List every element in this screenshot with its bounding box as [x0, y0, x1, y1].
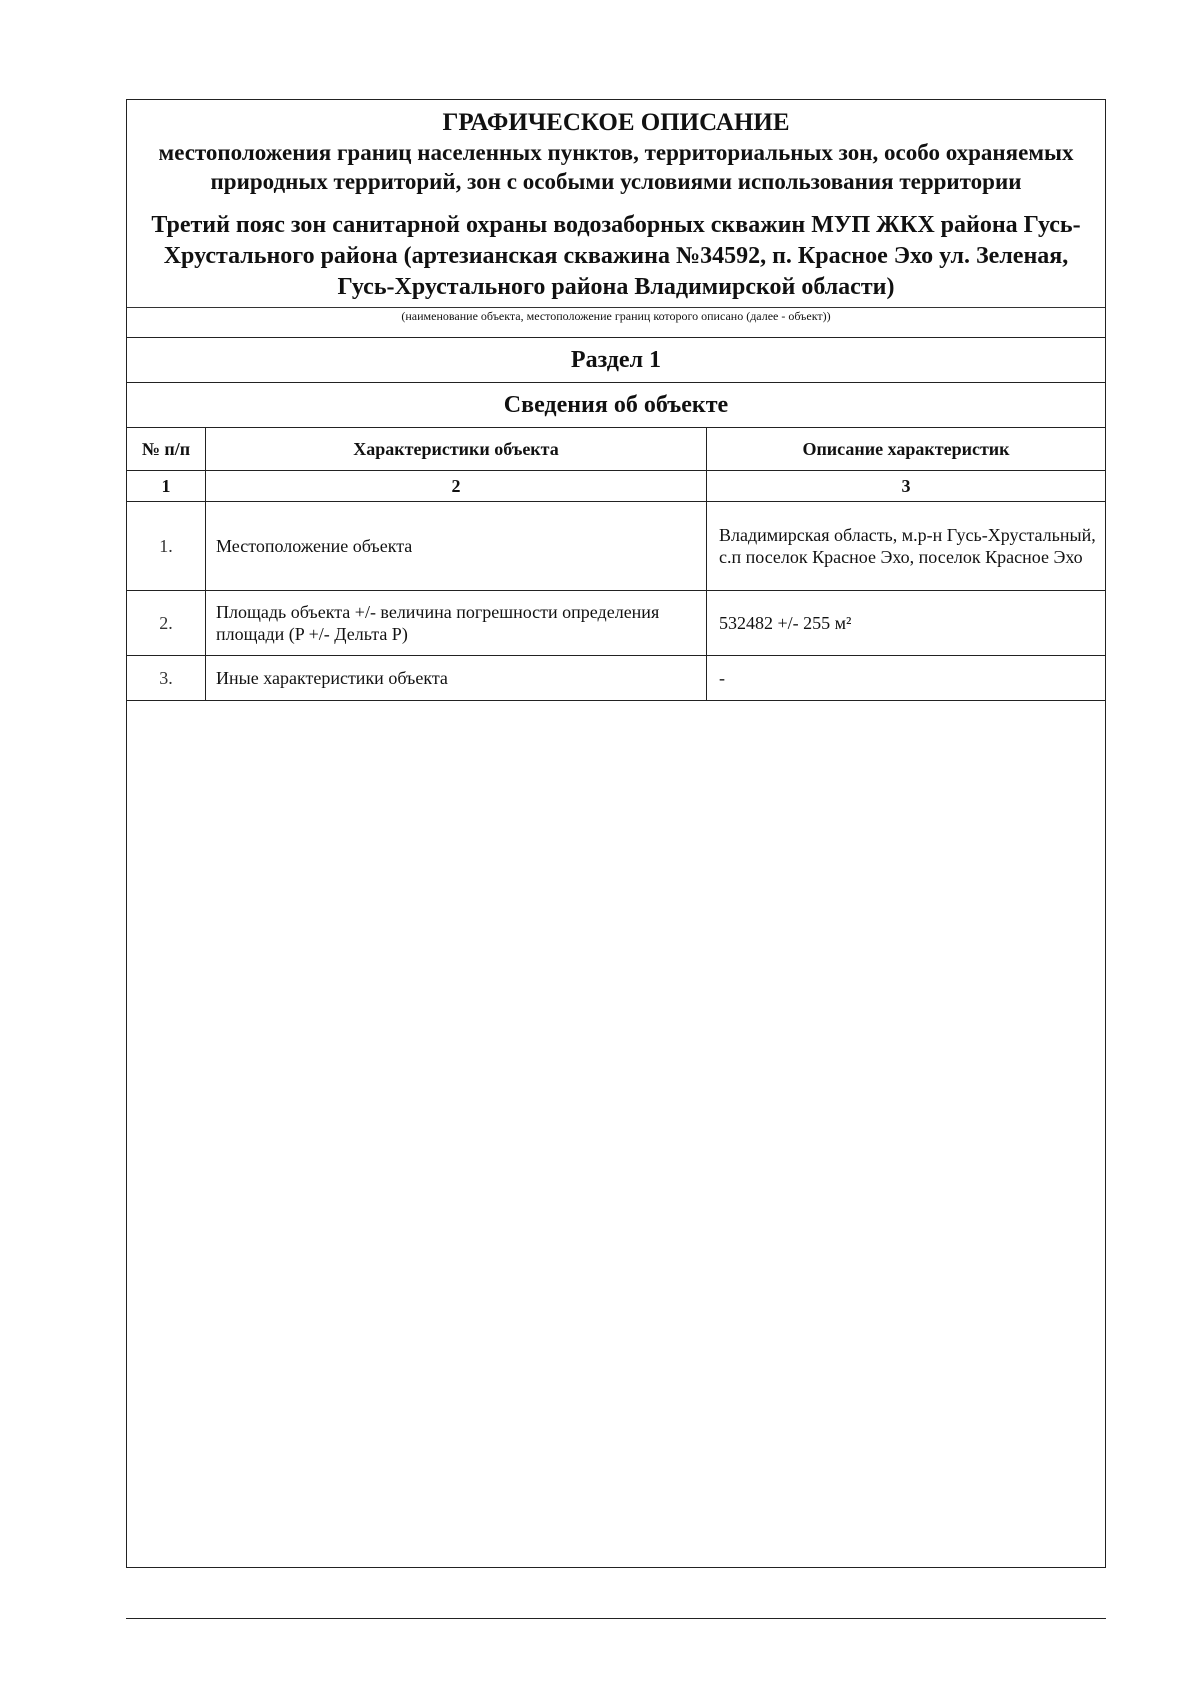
row-number: 2. — [127, 591, 206, 656]
object-name-caption: (наименование объекта, местоположение границ которого описано (далее - объект)) — [127, 307, 1105, 337]
table-row — [127, 656, 1105, 701]
row-description: Владимирская область, м.р-н Гусь-Хрустальный, с.п поселок Красное Эхо, поселок Красное Эхо — [707, 502, 1106, 591]
header-description: Описание характеристик — [707, 428, 1106, 471]
index-1: 1 — [127, 471, 206, 502]
document-subtitle: местоположения границ населенных пунктов, территориальных зон, особо охраняемых природных территорий, зон с особыми условиями использования территории — [158, 140, 1074, 194]
row-number: 3. — [127, 656, 206, 701]
document-title: ГРАФИЧЕСКОЕ ОПИСАНИЕ — [442, 109, 790, 136]
row-description: 532482 +/- 255 м² — [707, 591, 1106, 656]
row-description: - — [707, 656, 1106, 701]
section-title: Сведения об объекте — [127, 382, 1105, 427]
header-number: № п/п — [127, 428, 206, 471]
index-3: 3 — [707, 471, 1106, 502]
table-row — [127, 502, 1105, 591]
row-characteristic: Иные характеристики объекта — [206, 656, 707, 701]
row-characteristic: Площадь объекта +/- величина погрешности определения площади (P +/- Дельта P) — [206, 591, 707, 656]
object-name: Третий пояс зон санитарной охраны водозаборных скважин МУП ЖКХ района Гусь-Хрустального района (артезианская скважина №34592, п. Красное Эхо ул. Зеленая, Гусь-Хрустального района Владимирской области) — [151, 212, 1081, 300]
table-row — [127, 591, 1105, 656]
document-frame — [126, 99, 1106, 1568]
row-characteristic: Местоположение объекта — [206, 502, 707, 591]
footer-divider — [126, 1618, 1106, 1619]
header-characteristic: Характеристики объекта — [206, 428, 707, 471]
index-2: 2 — [206, 471, 707, 502]
object-info-table — [127, 427, 1105, 701]
table-header-row — [127, 428, 1105, 471]
section-label: Раздел 1 — [127, 337, 1105, 382]
row-number: 1. — [127, 502, 206, 591]
document-header — [127, 100, 1105, 337]
table-index-row — [127, 471, 1105, 502]
